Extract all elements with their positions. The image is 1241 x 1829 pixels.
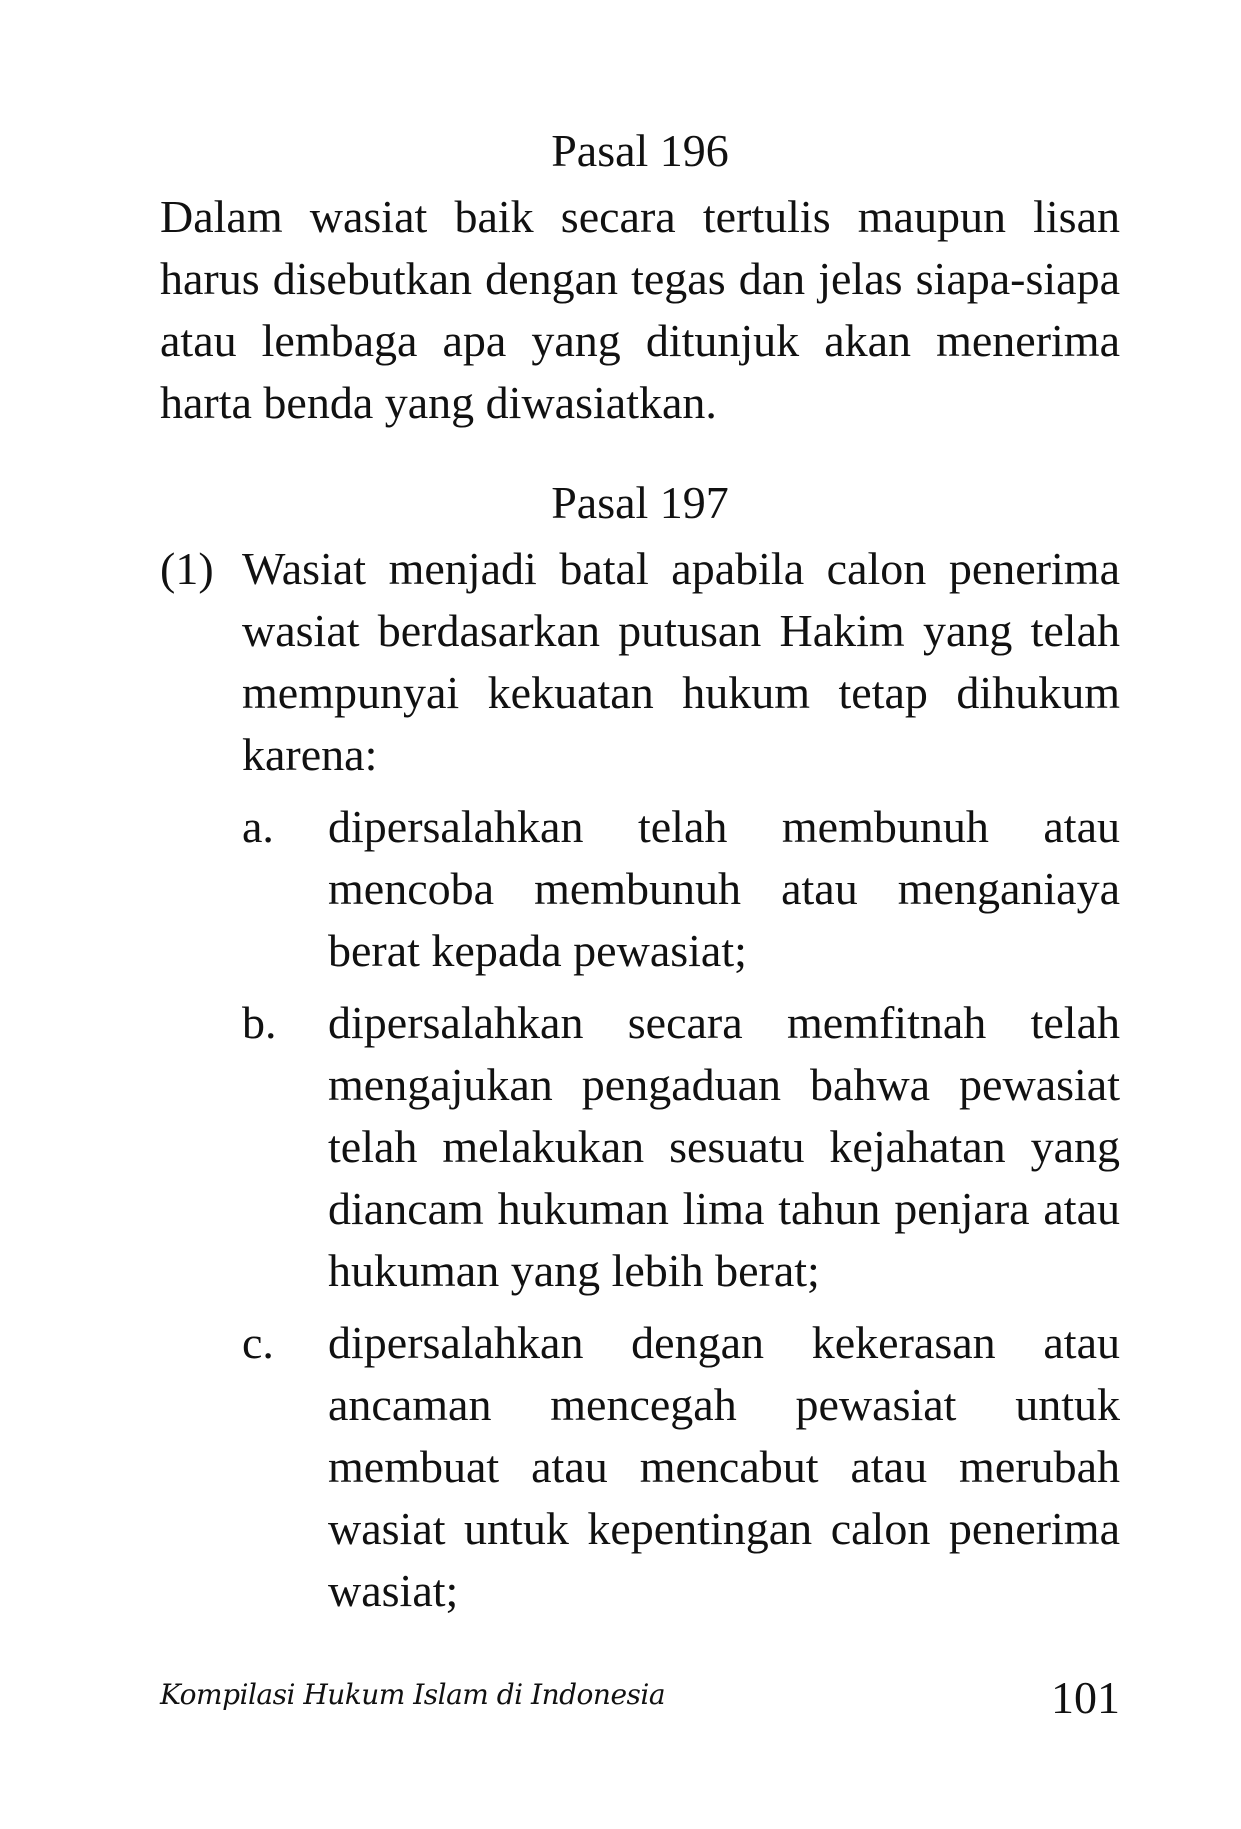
list-item-label: c. (242, 1317, 274, 1368)
list-item-text: dipersalahkan telah membunuh atau mencoba membunuh atau menganiaya berat kepada pewasiat; (328, 801, 1120, 976)
list-item-label: a. (242, 801, 274, 852)
list-item-b (160, 992, 1120, 1302)
list-item-text: dipersalahkan dengan kekerasan atau ancaman mencegah pewasiat untuk membuat atau mencabut atau merubah wasiat untuk kepentingan calon penerima wasiat; (328, 1317, 1120, 1616)
book-title: Kompilasi Hukum Islam di Indonesia (160, 1678, 666, 1711)
page-body (160, 120, 1120, 1622)
list-item-label: b. (242, 997, 277, 1048)
list-item-a (160, 796, 1120, 982)
clause-1-number: (1) (160, 543, 214, 594)
clause-1-text: Wasiat menjadi batal apabila calon penerima wasiat berdasarkan putusan Hakim yang telah mempunyai kekuatan hukum tetap dihukum karena: (242, 543, 1120, 780)
pasal-197-heading: Pasal 197 (551, 477, 729, 528)
page-footer (160, 1668, 1120, 1728)
list-item-text: dipersalahkan secara memfitnah telah mengajukan pengaduan bahwa pewasiat telah melakukan sesuatu kejahatan yang diancam hukuman lima tahun penjara atau hukuman yang lebih berat; (328, 997, 1120, 1296)
pasal-196-text: Dalam wasiat baik secara tertulis maupun lisan harus disebutkan dengan tegas dan jelas siapa-siapa atau lembaga apa yang ditunjuk akan menerima harta benda yang diwasiatkan. (160, 191, 1120, 428)
pasal-196-heading: Pasal 196 (551, 125, 729, 176)
list-item-c (160, 1312, 1120, 1622)
page-number: 101 (1051, 1672, 1120, 1723)
clause-1 (160, 538, 1120, 786)
